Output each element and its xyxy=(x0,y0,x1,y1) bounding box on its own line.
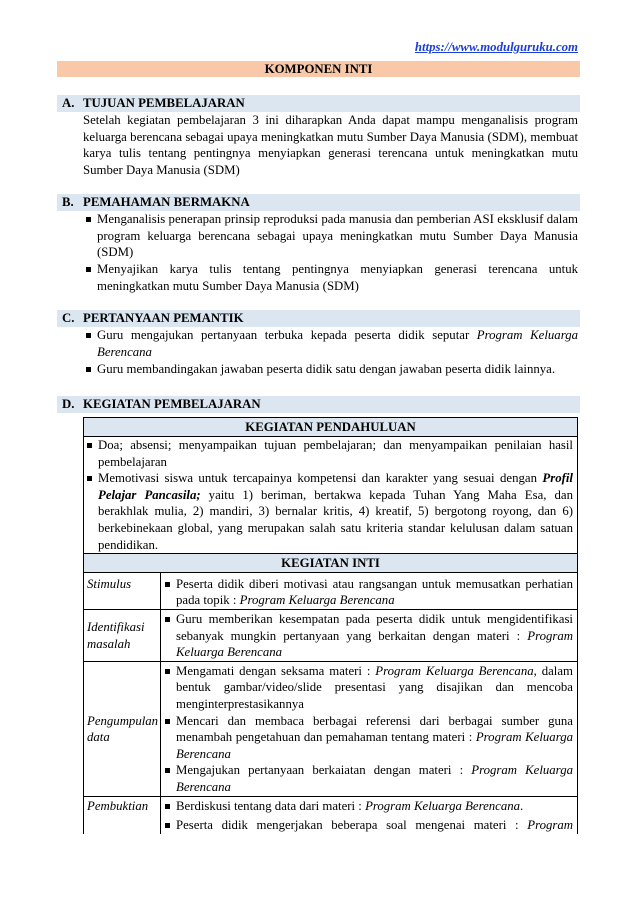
section-heading xyxy=(57,95,580,112)
table-row xyxy=(84,418,578,437)
table-row xyxy=(84,554,578,573)
bullet-strong-emphasis: Profil Pelajar Pancasila; xyxy=(98,471,573,502)
section-kegiatan-pembelajaran xyxy=(57,396,580,833)
pendahuluan-cell xyxy=(84,437,578,554)
step-detail xyxy=(161,796,578,834)
section-letter: C. xyxy=(62,311,75,326)
section-pemahaman-bermakna xyxy=(57,194,580,295)
bullet-emphasis: Program Keluarga Berencana xyxy=(176,730,573,761)
bullet-text: Mengamati dengan seksama materi : xyxy=(176,663,376,678)
bullet-text: Guru mengajukan pertanyaan terbuka kepada peserta didik seputar xyxy=(97,328,477,343)
bullet-list xyxy=(83,327,578,377)
bullet-text: Doa; absensi; menyampaikan tujuan pembelajaran; dan menyampaikan penilaian hasil pembelajaran xyxy=(98,438,573,469)
bullet-text: Guru memberikan kesempatan pada peserta didik untuk mengidentifikasi sebanyak mungkin pertanyaan yang berkaitan dengan materi : xyxy=(176,611,573,643)
bullet-emphasis: Program xyxy=(527,818,573,833)
section-letter: A. xyxy=(62,96,75,110)
section-title: TUJUAN PEMBELAJARAN xyxy=(83,96,245,110)
section-pertanyaan-pemantik xyxy=(57,310,580,377)
bullet-item xyxy=(84,470,573,553)
section-heading xyxy=(57,310,580,327)
step-detail xyxy=(161,572,578,609)
table-row xyxy=(84,796,578,834)
bullet-item xyxy=(83,327,578,360)
bullet-item xyxy=(162,798,573,815)
pendahuluan-heading: KEGIATAN PENDAHULUAN xyxy=(84,418,578,437)
komponen-banner xyxy=(57,61,580,77)
bullet-emphasis: Program Keluarga Berencana xyxy=(176,628,573,660)
table-row xyxy=(84,437,578,554)
bullet-emphasis: Program Keluarga Berencana xyxy=(176,763,573,794)
bullet-text: , dalam bentuk gambar/video/slide presentasi yang disajikan dan mencoba menginterprestasikannya xyxy=(176,663,573,711)
table-row xyxy=(84,572,578,609)
bullet-item xyxy=(162,713,573,763)
bullet-item xyxy=(162,576,573,609)
bullet-text: Mencari dan membaca berbagai referensi dari berbagai sumber guna menambah pengetahuan dan pemahaman tentang materi : xyxy=(176,713,573,745)
section-body xyxy=(83,211,578,295)
bullet-list xyxy=(162,576,573,609)
bullet-emphasis: Program Keluarga Berencana xyxy=(97,328,578,360)
bullet-item xyxy=(162,611,573,661)
step-label: Stimulus xyxy=(84,572,161,609)
bullet-text: Peserta didik diberi motivasi atau rangsangan untuk memusatkan perhatian pada topik : xyxy=(176,576,573,608)
section-body xyxy=(83,112,578,179)
step-detail xyxy=(161,661,578,796)
bullet-list xyxy=(162,663,573,796)
bullet-item xyxy=(162,663,573,713)
bullet-item xyxy=(84,437,573,470)
bullet-item: Menyajikan karya tulis tentang pentingnya menyiapkan generasi terencana untuk meningkatkan mutu Sumber Daya Manusia (SDM) xyxy=(83,261,578,294)
bullet-item: Menganalisis penerapan prinsip reproduksi pada manusia dan pemberian ASI eksklusif dalam program keluarga berencana sebagai upaya meningkatkan mutu Sumber Daya Manusia (SDM) xyxy=(83,211,578,261)
bullet-emphasis: Program Keluarga Berencana xyxy=(239,593,395,608)
section-title: KEGIATAN PEMBELAJARAN xyxy=(83,397,261,412)
learning-objective-paragraph: Setelah kegiatan pembelajaran 3 ini diharapkan Anda dapat mampu menganalisis program keluarga berencana sebagai upaya meningkatkan mutu Sumber Daya Manusia (SDM), membuat karya tulis tentang pentingnya menyiapkan generasi terencana untuk meningkatkan mutu Sumber Daya Manusia (SDM) xyxy=(83,113,578,178)
section-tujuan-pembelajaran xyxy=(57,95,580,179)
inti-heading: KEGIATAN INTI xyxy=(84,554,578,573)
banner-title: KOMPONEN INTI xyxy=(264,62,373,76)
section-title: PEMAHAMAN BERMAKNA xyxy=(83,194,250,209)
bullet-list xyxy=(162,798,573,834)
page-header xyxy=(57,39,580,55)
bullet-list xyxy=(83,211,578,295)
bullet-text: Peserta didik mengerjakan beberapa soal mengenai materi : xyxy=(176,818,528,833)
bullet-list xyxy=(162,611,573,661)
bullet-text: Guru membandingakan jawaban peserta didik satu dengan jawaban peserta didik lainnya. xyxy=(97,361,556,376)
bullet-emphasis: Program Keluarga Berencana xyxy=(375,663,534,678)
activities-table xyxy=(83,417,578,833)
section-title: PERTANYAAN PEMANTIK xyxy=(83,311,244,326)
step-detail xyxy=(161,609,578,661)
bullet-text: . xyxy=(520,798,524,813)
bullet-item xyxy=(162,762,573,795)
bullet-item xyxy=(83,361,578,378)
bullet-list xyxy=(84,437,573,553)
step-label: Pengumpulan data xyxy=(84,661,161,796)
table-row xyxy=(84,609,578,661)
step-label: Pembuktian xyxy=(84,796,161,834)
bullet-text: Berdiskusi tentang data dari materi : xyxy=(176,798,366,813)
bullet-item xyxy=(162,817,573,834)
section-letter: D. xyxy=(62,397,75,412)
table-row xyxy=(84,661,578,796)
section-body xyxy=(83,327,578,377)
section-letter: B. xyxy=(62,194,74,209)
section-heading xyxy=(57,396,580,413)
bullet-text: yaitu 1) beriman, bertakwa kepada Tuhan Yang Maha Esa, dan berakhlak mulia, 2) mandiri, 3) bernalar kritis, 4) kreatif, 5) bergotong royong, dan 6) berkebinekaan global, yang merupakan salah satu kriteria standar kelulusan dalam satuan pendidikan. xyxy=(98,487,573,552)
website-link[interactable]: https://www.modulguruku.com xyxy=(414,40,578,54)
section-heading xyxy=(57,194,580,211)
step-label: Identifikasi masalah xyxy=(84,609,161,661)
bullet-text: Memotivasi siswa untuk tercapainya kompetensi dan karakter yang sesuai dengan xyxy=(98,471,543,486)
bullet-emphasis: Program Keluarga Berencana xyxy=(365,798,521,813)
bullet-text: Mengajukan pertanyaan berkaiatan dengan materi : xyxy=(176,763,472,778)
